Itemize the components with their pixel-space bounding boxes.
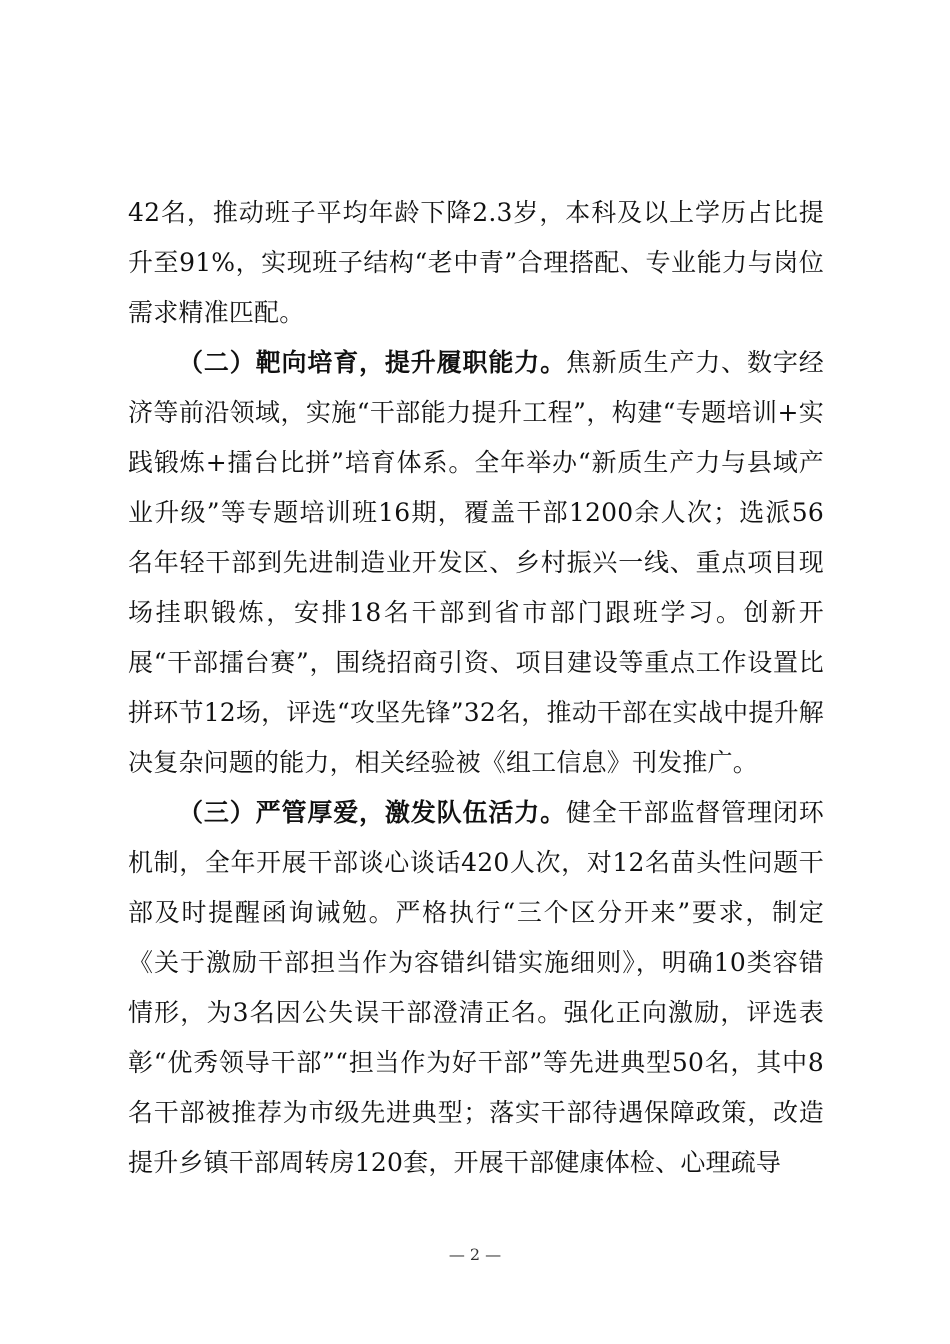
paragraph-continuation	[128, 188, 824, 338]
paragraph-targeted-training	[128, 338, 824, 788]
paragraph-2-text: 焦新质生产力、数字经济等前沿领域，实施“干部能力提升工程”，构建“专题培训+实践锻炼+擂台比拼”培育体系。全年举办“新质生产力与县域产业升级”等专题培训班16期，覆盖干部1200余人次；选派56名年轻干部到先进制造业开发区、乡村振兴一线、重点项目现场挂职锻炼，安排18名干部到省市部门跟班学习。创新开展“干部擂台赛”，围绕招商引资、项目建设等重点工作设置比拼环节12场，评选“攻坚先锋”32名，推动干部在实战中提升解决复杂问题的能力，相关经验被《组工信息》刊发推广。	[128, 348, 824, 777]
paragraph-1-text: 42名，推动班子平均年龄下降2.3岁，本科及以上学历占比提升至91%，实现班子结构“老中青”合理搭配、专业能力与岗位需求精准匹配。	[128, 198, 824, 327]
paragraph-strict-management	[128, 788, 824, 1188]
page-number: — 2 —	[448, 1245, 502, 1264]
section-heading-2: （二）靶向培育，提升履职能力。	[178, 348, 566, 377]
document-body	[128, 188, 824, 1188]
section-heading-3: （三）严管厚爱，激发队伍活力。	[178, 798, 566, 827]
paragraph-3-text: 健全干部监督管理闭环机制，全年开展干部谈心谈话420人次，对12名苗头性问题干部及时提醒函询诫勉。严格执行“三个区分开来”要求，制定《关于激励干部担当作为容错纠错实施细则》，明确10类容错情形，为3名因公失误干部澄清正名。强化正向激励，评选表彰“优秀领导干部”“担当作为好干部”等先进典型50名，其中8名干部被推荐为市级先进典型；落实干部待遇保障政策，改造提升乡镇干部周转房120套，开展干部健康体检、心理疏导	[128, 798, 824, 1177]
